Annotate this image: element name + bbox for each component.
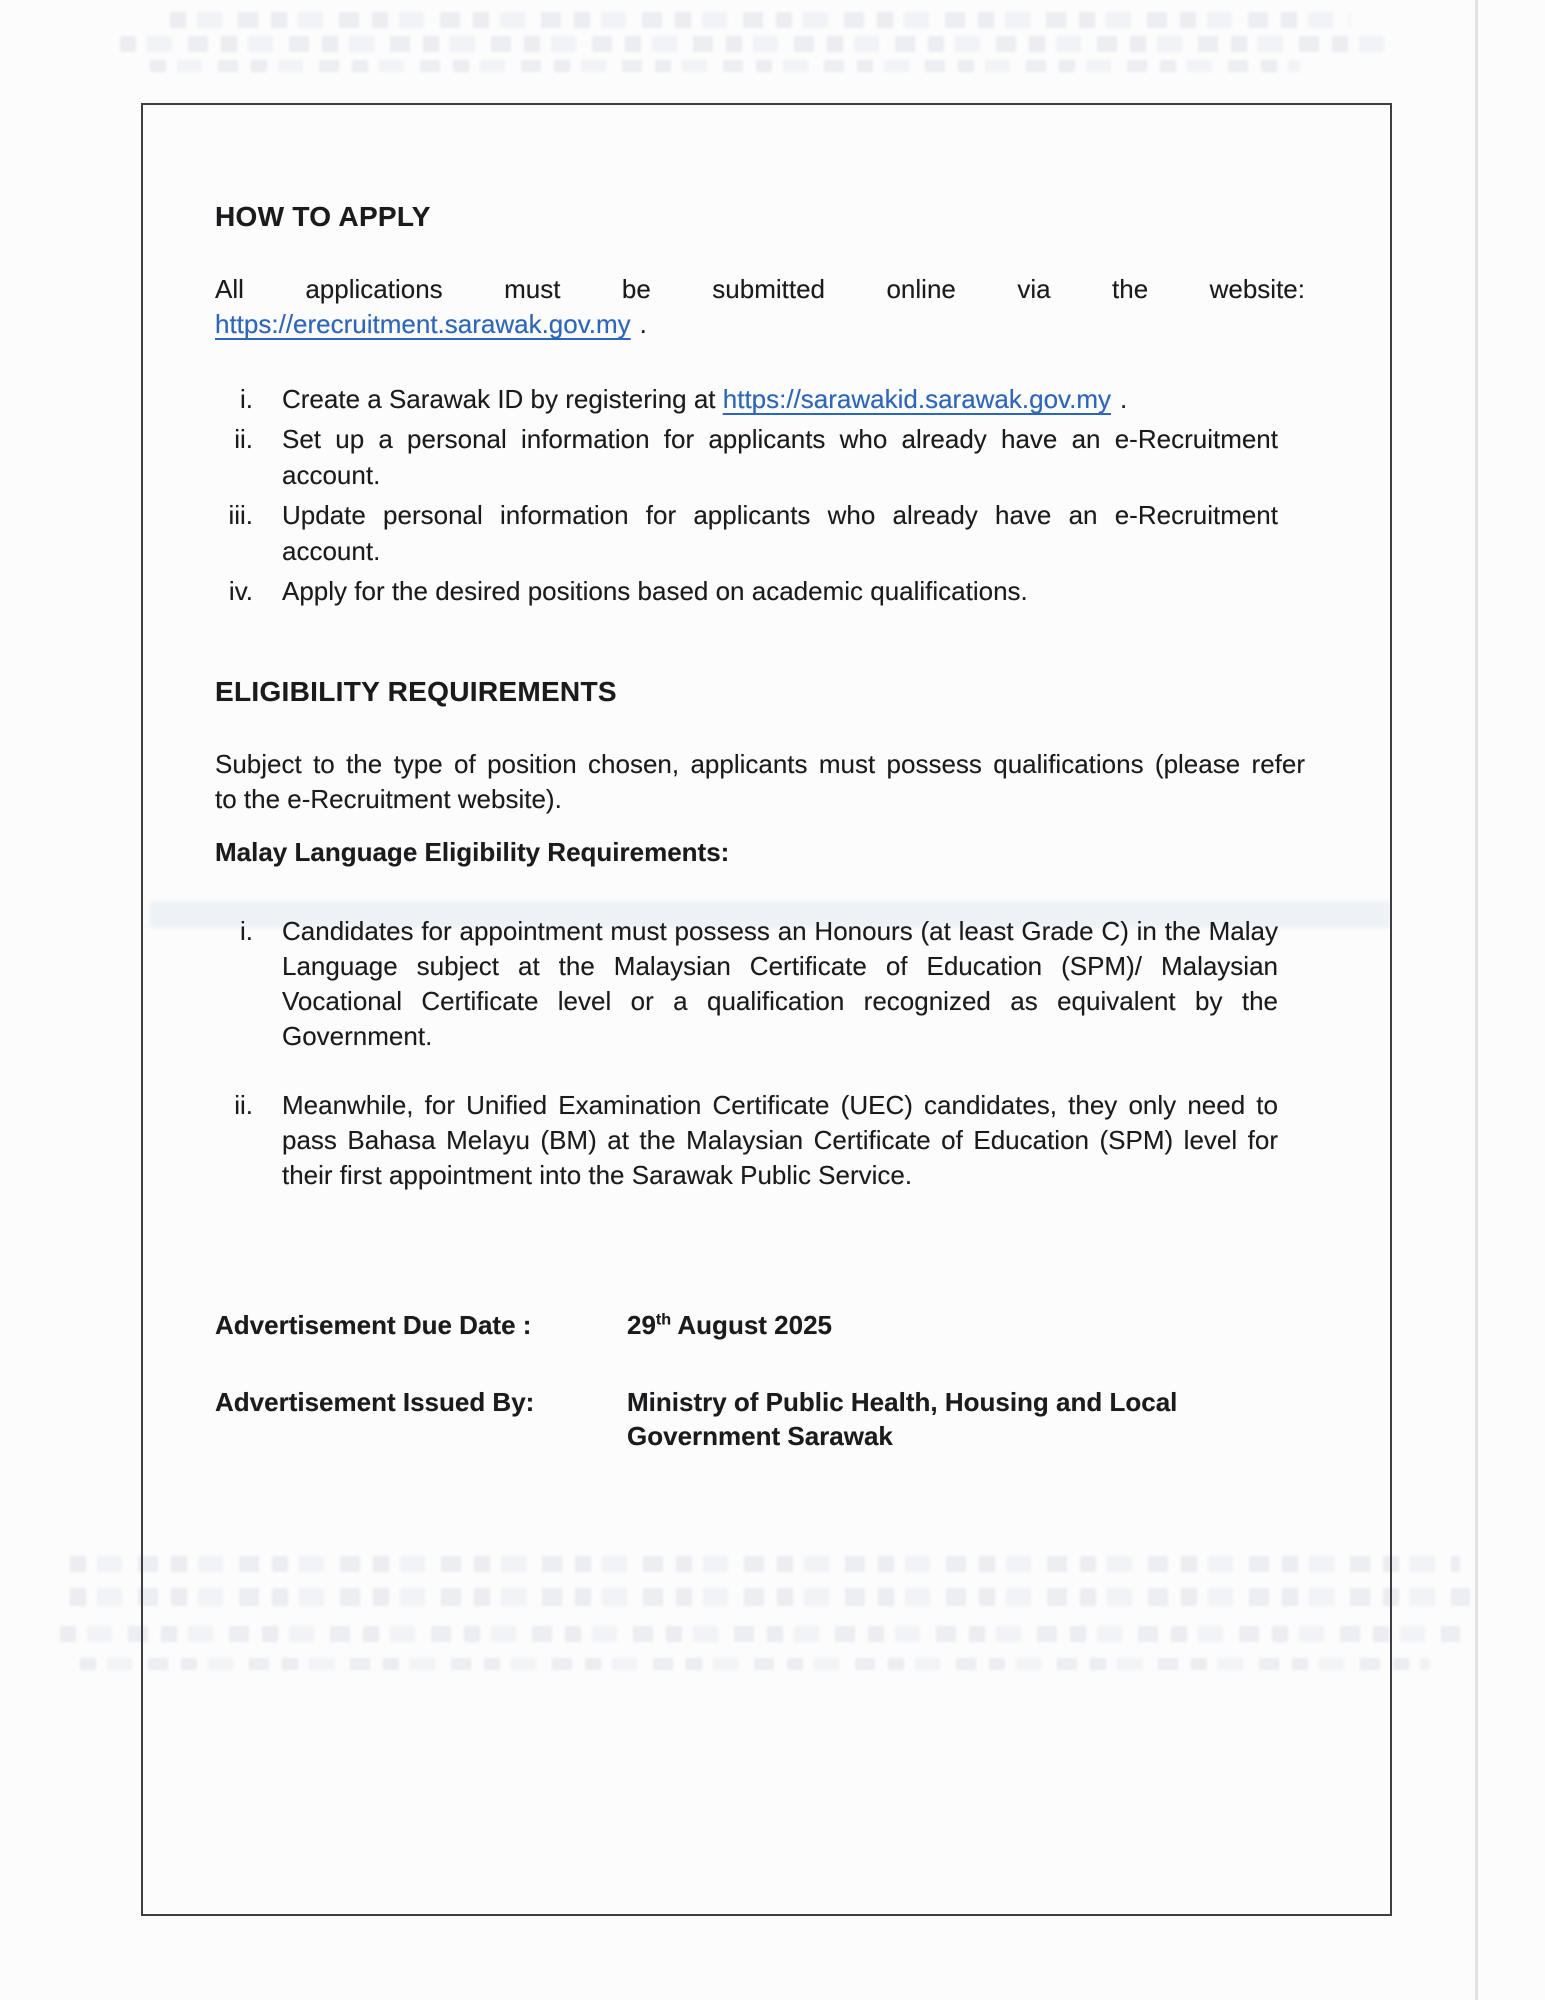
issued-by-line: Government Sarawak — [627, 1421, 893, 1451]
list-marker: i. — [240, 384, 253, 414]
req-line: Candidates for appointment must possess an Honours (at least Grade C) in the Malay — [282, 916, 1278, 946]
intro-after-link: . — [639, 309, 647, 339]
step-line: account. — [282, 536, 381, 566]
issued-by-row — [215, 1385, 1310, 1453]
scan-ghost-text-band — [120, 36, 1390, 52]
due-date-rest: August 2025 — [671, 1310, 833, 1340]
eligibility-intro — [215, 747, 1305, 817]
issued-by-label: Advertisement Issued By: — [215, 1387, 535, 1417]
malay-requirements-list — [215, 914, 1278, 1197]
list-marker: iii. — [228, 500, 253, 530]
req-line: Government. — [282, 1021, 433, 1051]
step-line: account. — [282, 460, 381, 490]
how-to-apply-steps — [215, 381, 1278, 613]
scan-ghost-text-band — [170, 12, 1350, 28]
eligibility-intro-line: to the e-Recruitment website). — [215, 784, 562, 814]
list-item-text — [282, 497, 1278, 569]
list-item — [215, 1088, 1278, 1193]
list-item-text — [282, 1088, 1278, 1193]
req-line: Vocational Certificate level or a qualification recognized as equivalent by the — [282, 986, 1278, 1016]
list-item — [215, 497, 1278, 569]
list-item — [215, 914, 1278, 1054]
how-to-apply-intro — [215, 272, 1305, 342]
list-marker: ii. — [234, 1090, 253, 1120]
intro-line-2 — [215, 307, 1305, 342]
issued-by-line: Ministry of Public Health, Housing and Local — [627, 1387, 1178, 1417]
list-marker: iv. — [228, 576, 253, 606]
step-text: Create a Sarawak ID by registering at — [282, 384, 723, 414]
step-line: Apply for the desired positions based on academic qualifications. — [282, 576, 1028, 606]
req-line: pass Bahasa Melayu (BM) at the Malaysian Certificate of Education (SPM) level for — [282, 1125, 1278, 1155]
due-date-ordinal: th — [655, 1310, 672, 1329]
due-date-value — [627, 1308, 1310, 1342]
list-marker: ii. — [234, 424, 253, 454]
list-item-text — [282, 381, 1278, 417]
due-date-label: Advertisement Due Date : — [215, 1310, 532, 1340]
list-marker: i. — [240, 916, 253, 946]
step-after-link: . — [1120, 384, 1128, 414]
due-date-row — [215, 1308, 1310, 1342]
list-item-text — [282, 914, 1278, 1054]
req-line: Meanwhile, for Unified Examination Certificate (UEC) candidates, they only need to — [282, 1090, 1278, 1120]
intro-line-1: All applications must be submitted online via the website: — [215, 274, 1305, 304]
list-item-text — [282, 421, 1278, 493]
how-to-apply-heading: HOW TO APPLY — [215, 201, 431, 232]
malay-requirements-heading: Malay Language Eligibility Requirements: — [215, 837, 730, 867]
due-date-day: 29 — [627, 1310, 656, 1340]
list-item — [215, 573, 1278, 609]
eligibility-heading: ELIGIBILITY REQUIREMENTS — [215, 676, 617, 707]
req-line: Language subject at the Malaysian Certificate of Education (SPM)/ Malaysian — [282, 951, 1278, 981]
step-line: Set up a personal information for applicants who already have an e-Recruitment — [282, 424, 1278, 454]
step-line: Update personal information for applicants who already have an e-Recruitment — [282, 500, 1278, 530]
req-line: their first appointment into the Sarawak Public Service. — [282, 1160, 913, 1190]
list-item — [215, 421, 1278, 493]
list-item — [215, 381, 1278, 417]
eligibility-intro-line: Subject to the type of position chosen, applicants must possess qualifications (please refer — [215, 749, 1305, 779]
sarawakid-link[interactable]: https://sarawakid.sarawak.gov.my — [722, 384, 1111, 414]
list-item-text — [282, 573, 1278, 609]
erecruitment-link[interactable]: https://erecruitment.sarawak.gov.my — [215, 309, 631, 339]
issued-by-value — [627, 1385, 1310, 1453]
scan-ghost-text-band — [150, 60, 1300, 72]
scan-edge-line — [1475, 0, 1478, 2000]
